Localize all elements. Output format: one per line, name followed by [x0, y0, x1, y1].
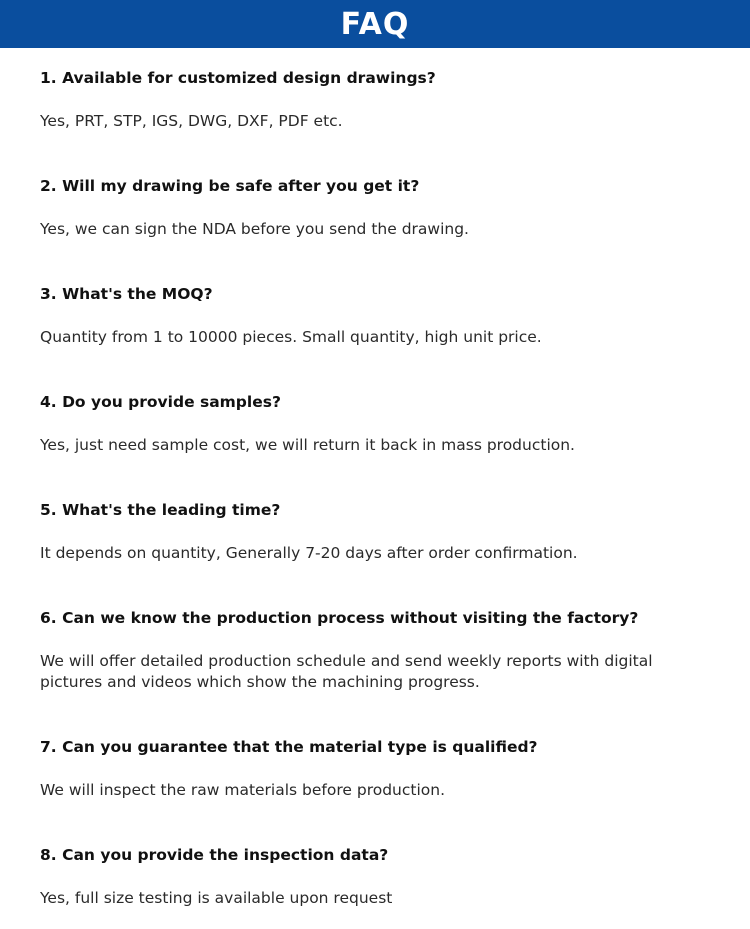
faq-item — [40, 284, 700, 348]
faq-question: 4. Do you provide samples? — [40, 393, 281, 411]
faq-answer: Yes, just need sample cost, we will return it back in mass production. — [40, 436, 575, 454]
faq-answer: It depends on quantity, Generally 7-20 days after order confirmation. — [40, 544, 578, 562]
faq-answer: Yes, full size testing is available upon request — [40, 889, 393, 907]
faq-answer: We will offer detailed production schedule and send weekly reports with digital pictures and videos which show the machining progress. — [40, 652, 653, 691]
faq-item — [40, 500, 700, 564]
faq-question: 1. Available for customized design drawings? — [40, 69, 436, 87]
page-title: FAQ — [340, 6, 410, 42]
faq-question: 8. Can you provide the inspection data? — [40, 846, 389, 864]
faq-header — [0, 0, 750, 48]
faq-question: 6. Can we know the production process without visiting the factory? — [40, 609, 639, 627]
faq-question: 7. Can you guarantee that the material type is qualified? — [40, 738, 538, 756]
faq-answer: Yes, we can sign the NDA before you send the drawing. — [40, 220, 469, 238]
faq-item — [40, 68, 700, 132]
faq-item — [40, 845, 700, 909]
faq-question: 3. What's the MOQ? — [40, 285, 213, 303]
faq-answer: Quantity from 1 to 10000 pieces. Small quantity, high unit price. — [40, 328, 542, 346]
faq-item — [40, 392, 700, 456]
faq-question: 5. What's the leading time? — [40, 501, 281, 519]
faq-question: 2. Will my drawing be safe after you get it? — [40, 177, 420, 195]
faq-item — [40, 176, 700, 240]
faq-answer: We will inspect the raw materials before production. — [40, 781, 446, 799]
faq-answer: Yes, PRT, STP, IGS, DWG, DXF, PDF etc. — [40, 112, 343, 130]
faq-item — [40, 608, 700, 693]
faq-item — [40, 737, 700, 801]
